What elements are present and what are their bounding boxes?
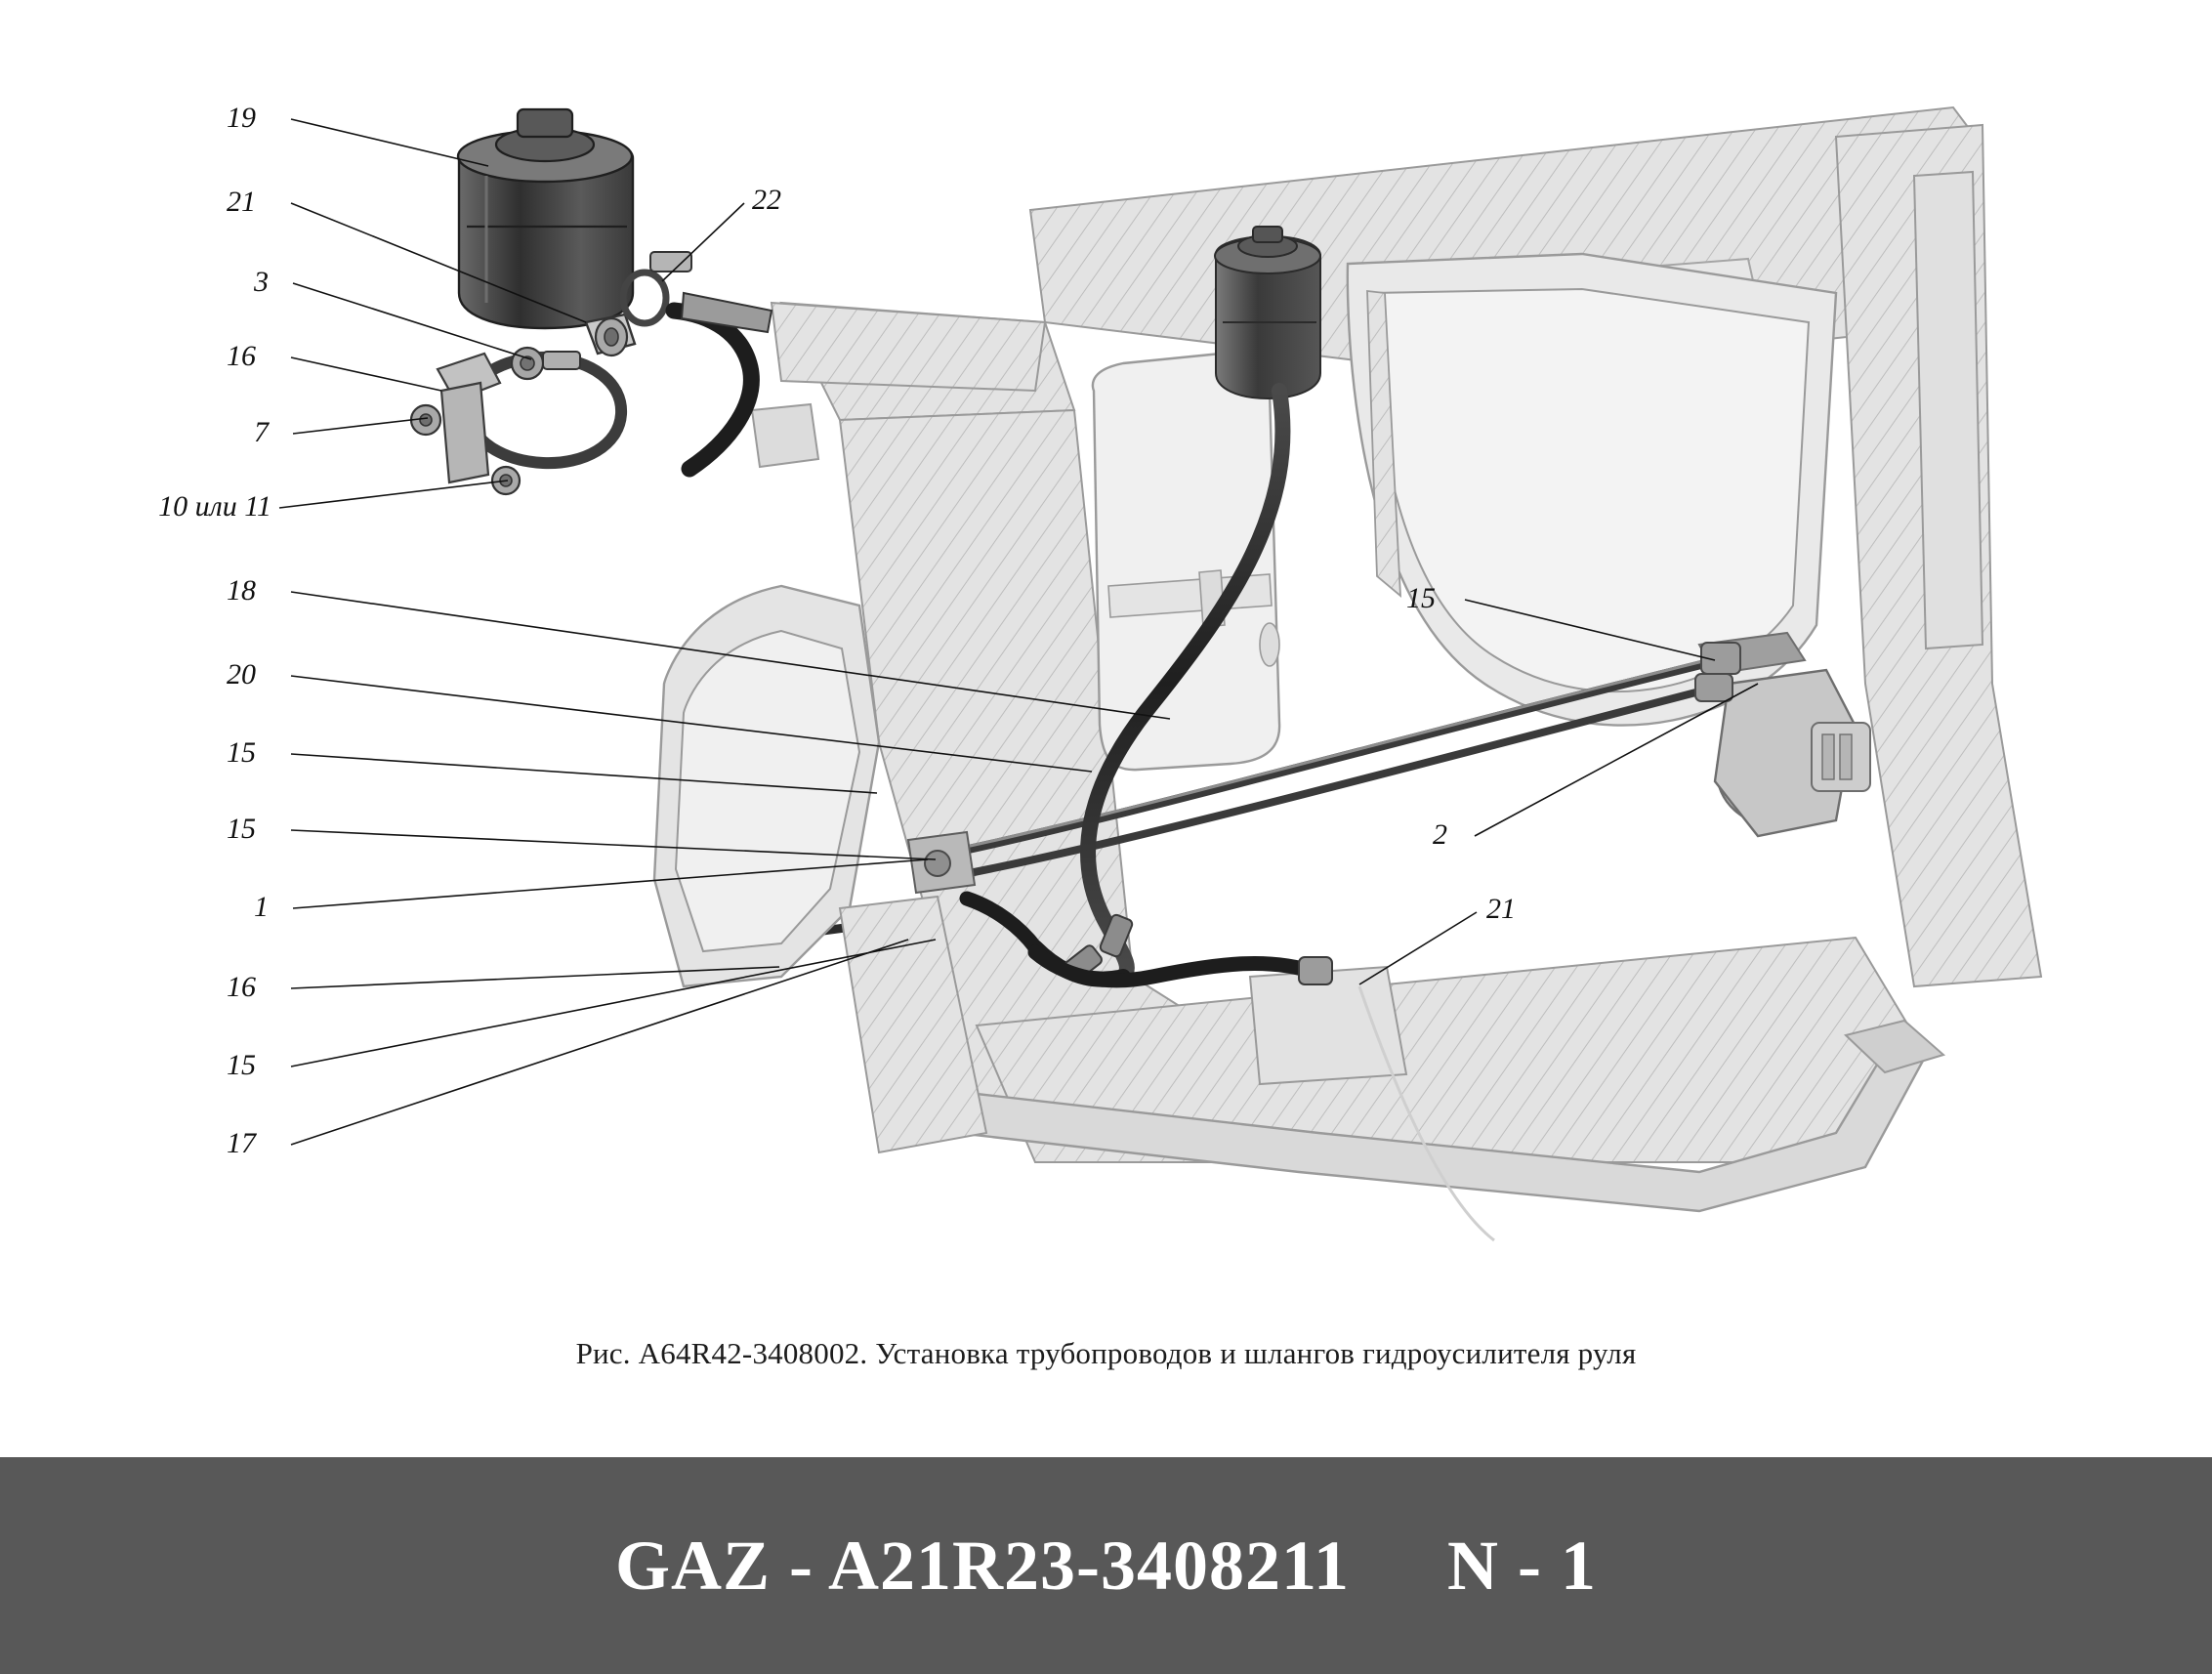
callout-15-b: 15	[227, 813, 256, 845]
callout-18: 18	[227, 574, 256, 607]
callout-16-a: 16	[227, 340, 256, 372]
exploded-reservoir-detail	[411, 109, 772, 494]
outlet-fitting-part-21	[586, 314, 635, 356]
reservoir-clamp-assembly	[411, 348, 621, 494]
callout-22: 22	[752, 184, 781, 216]
callout-21-a: 21	[227, 186, 256, 218]
hose-clamp-part-22	[623, 252, 772, 469]
callout-20: 20	[227, 658, 256, 691]
callout-1: 1	[254, 891, 269, 923]
footer-page-number: N - 1	[1447, 1526, 1597, 1605]
callout-2: 2	[1433, 818, 1447, 851]
callout-21-b: 21	[1486, 893, 1516, 925]
footer-part-code: GAZ - A21R23-3408211	[614, 1526, 1351, 1605]
callout-15-a: 15	[227, 736, 256, 769]
callout-19: 19	[227, 102, 256, 134]
callout-15-d: 15	[1406, 582, 1436, 614]
callout-16-b: 16	[227, 971, 256, 1003]
figure-caption: Рис. А64R42-3408002. Установка трубопроводов и шлангов гидроусилителя руля	[575, 1336, 1637, 1370]
reservoir-body-part-19	[458, 109, 633, 328]
callout-7: 7	[254, 416, 269, 448]
callout-10-or-11: 10 или 11	[158, 490, 271, 523]
callout-17: 17	[227, 1127, 256, 1159]
footer-bar	[0, 1457, 2212, 1674]
callout-3: 3	[254, 266, 269, 298]
power-steering-reservoir-installed	[1215, 227, 1320, 398]
front-frame-right	[1836, 125, 2041, 986]
callout-15-c: 15	[227, 1049, 256, 1081]
